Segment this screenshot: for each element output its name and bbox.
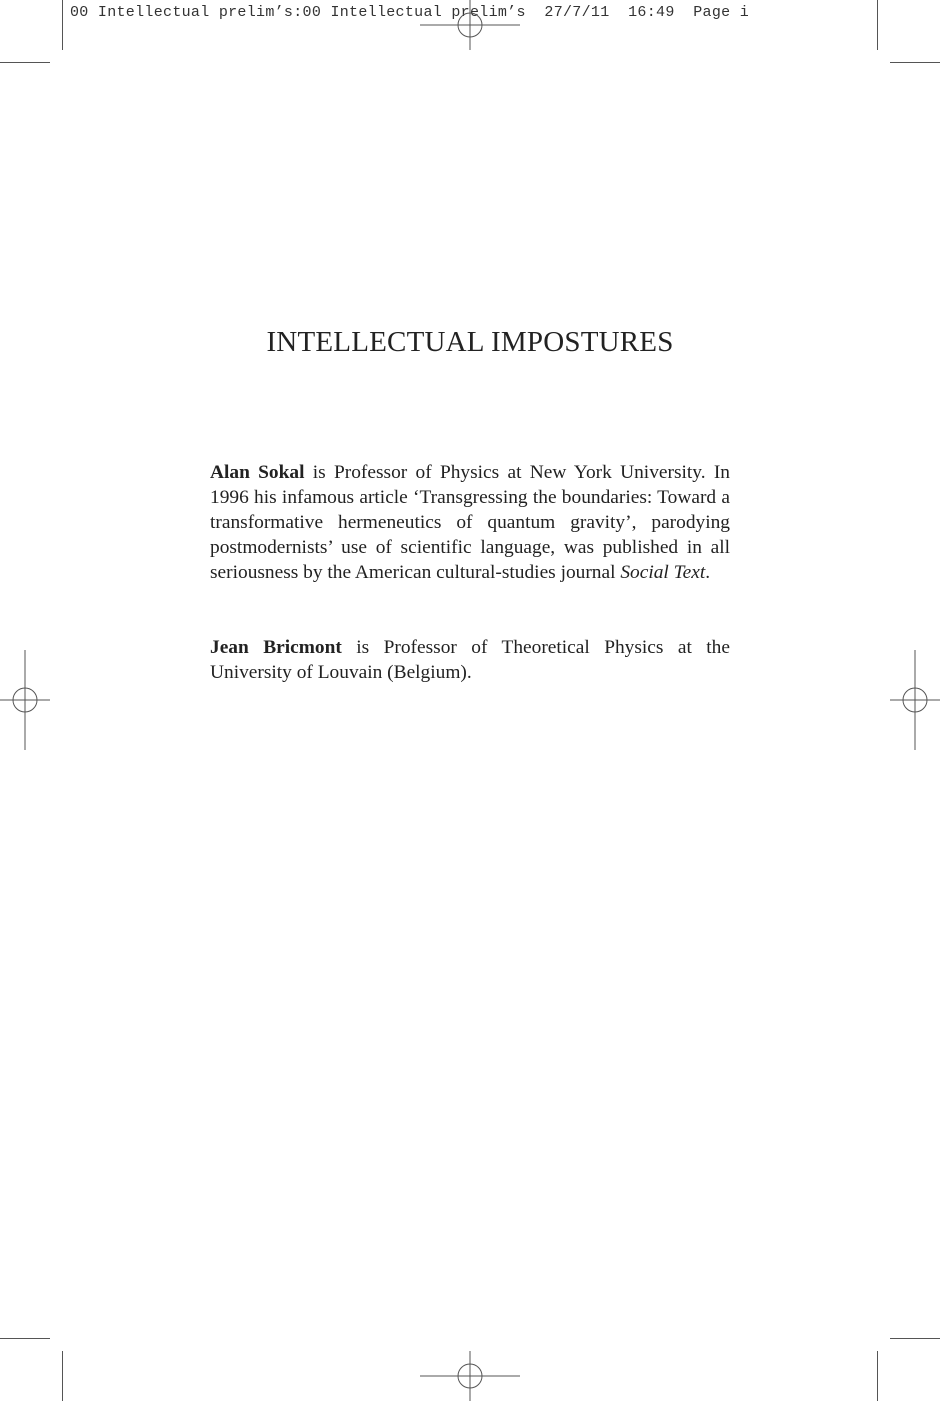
- crop-mark-top-right-vertical: [877, 0, 878, 50]
- slug-time: 16:49: [628, 4, 675, 21]
- slug-file-name: 00 Intellectual prelim’s:00 Intellectual prelim’s: [70, 4, 526, 21]
- printer-slug-line: [70, 4, 749, 21]
- author-name-sokal: Alan Sokal: [210, 462, 305, 483]
- crop-mark-top-left-horizontal: [0, 62, 50, 63]
- book-title: INTELLECTUAL IMPOSTURES: [266, 326, 674, 358]
- slug-page: Page i: [693, 4, 750, 21]
- slug-date: 27/7/11: [544, 4, 610, 21]
- crop-mark-top-right-horizontal: [890, 62, 940, 63]
- author-name-bricmont: Jean Bricmont: [210, 637, 342, 658]
- crop-mark-bottom-left-horizontal: [0, 1338, 50, 1339]
- author-bio-sokal: [210, 460, 730, 585]
- journal-name: Social Text: [620, 562, 706, 583]
- author-bio-text-bricmont: is Professor of Theoretical Physics at the University of Louvain (Belgium).: [210, 637, 730, 683]
- crop-mark-bottom-right-vertical: [877, 1351, 878, 1401]
- author-bio-bricmont: [210, 635, 730, 685]
- registration-mark-left-icon: [0, 650, 50, 750]
- crop-mark-top-left-vertical: [62, 0, 63, 50]
- registration-mark-bottom-icon: [420, 1351, 520, 1401]
- author-bio-text-sokal: is Professor of Physics at New York University. In 1996 his infamous article ‘Transgressing the boundaries: Toward a transformative hermeneutics of quantum gravity’, parodying postmodernists’ use of scientific language, was published in all seriousness by the American cultural-studies journal: [210, 462, 730, 583]
- registration-mark-right-icon: [890, 650, 940, 750]
- registration-mark-top-icon: [420, 0, 520, 50]
- crop-mark-bottom-left-vertical: [62, 1351, 63, 1401]
- author-bio-end-sokal: .: [705, 562, 711, 583]
- crop-mark-bottom-right-horizontal: [890, 1338, 940, 1339]
